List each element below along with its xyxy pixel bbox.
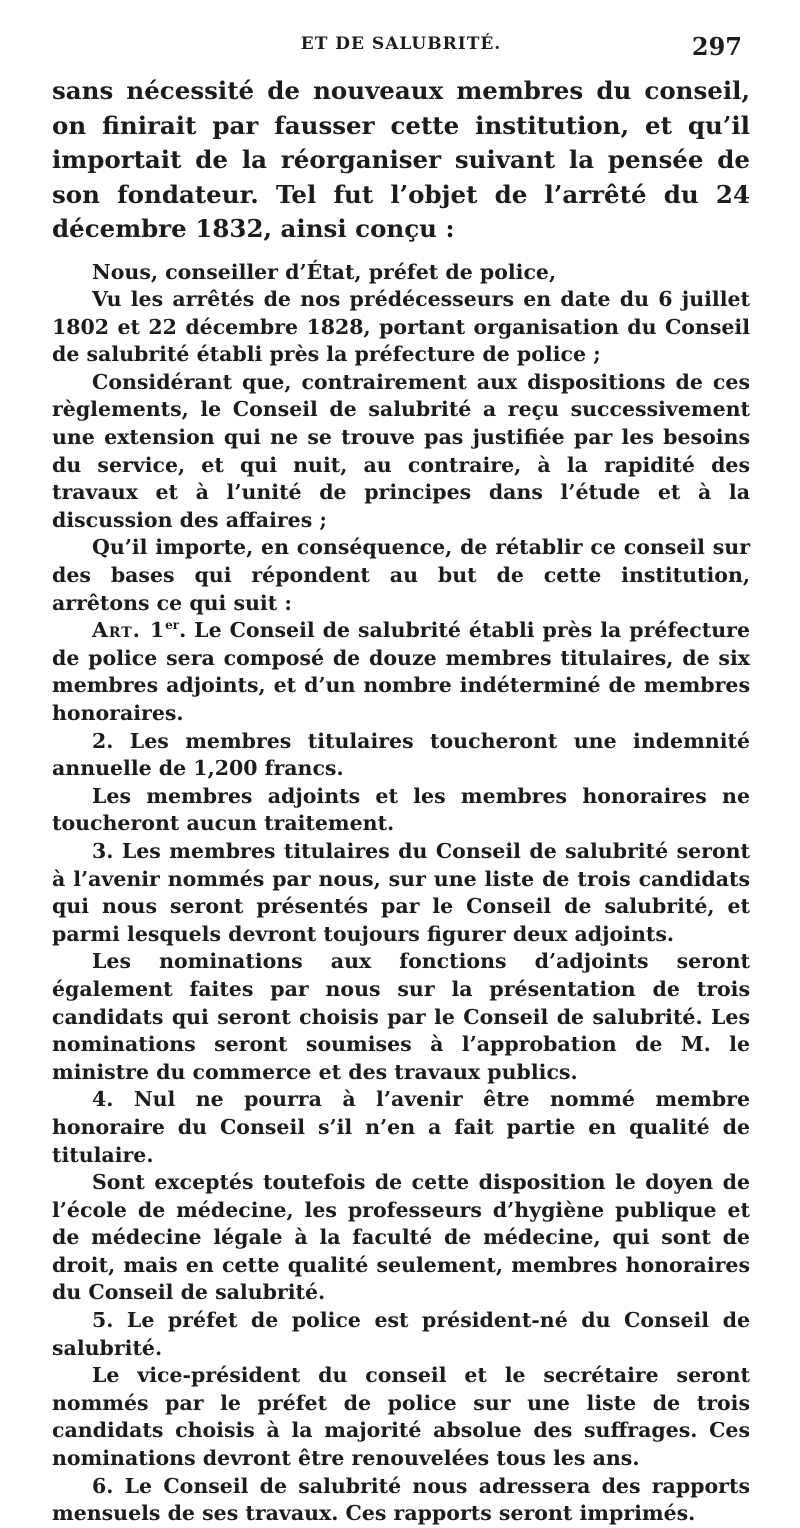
article-3-continuation: Les nominations aux fonctions d’adjoints seront également faites par nous sur la présentation de trois candidats qui seront choisis par le Conseil de salubrité. Les nominations seront soumises à l’approbation de M. le ministre du commerce et des travaux publics. [52,949,750,1084]
article-4-continuation: Sont exceptés toutefois de cette disposition le doyen de l’école de médecine, les professeurs d’hygiène publique et de médecine légale à la faculté de médecine, qui sont de droit, mais en cette qualité seulement, membres honoraires du Conseil de salubrité. [52,1170,750,1305]
article-2: 2. Les membres titulaires toucheront une indemnité annuelle de 1,200 francs. [52,728,750,781]
page-header [52,32,750,74]
running-title: ET DE SALUBRITÉ. [300,34,502,54]
intro-section [52,74,750,247]
article-6: 6. Le Conseil de salubrité nous adressera des rapports mensuels de ses travaux. Ces rapports seront imprimés. [52,1473,750,1526]
decree-preamble-authority: Nous, conseiller d’État, préfet de police, [92,259,557,284]
article-1 [52,617,750,727]
article-1-text: . Le Conseil de salubrité établi près la préfecture de police sera composé de douze membres titulaires, de six membres adjoints, et d’un nombre indéterminé de membres honoraires. [52,618,751,725]
article-1-superscript: er [165,618,180,633]
decree-preamble-considerant: Considérant que, contrairement aux dispositions de ces règlements, le Conseil de salubrité a reçu successivement une extension qui ne se trouve pas justifiée par les besoins du service, et qui nuit, au contraire, à la rapidité des travaux et à l’unité de principes dans l’étude et à la discussion des affaires ; [52,369,750,532]
article-5: 5. Le préfet de police est président-né du Conseil de salubrité. [52,1308,750,1360]
article-2-continuation: Les membres adjoints et les membres honoraires ne toucheront aucun traitement. [52,783,750,836]
intro-paragraph: sans nécessité de nouveaux membres du conseil, on finirait par fausser cette institution, et qu’il importait de la réorganiser suivant la pensée de son fondateur. Tel fut l’objet de l’arrêté du 24 décembre 1832, ainsi conçu : [52,76,750,243]
article-5-continuation: Le vice-président du conseil et le secrétaire seront nommés par le préfet de police sur une liste de trois candidats choisis à la majorité absolue des suffrages. Ces nominations devront être renouvelées tous les ans. [52,1363,750,1471]
article-3: 3. Les membres titulaires du Conseil de salubrité seront à l’avenir nommés par nous, sur une liste de trois candidats qui nous seront présentés par le Conseil de salubrité, et parmi lesquels devront toujours figurer deux adjoints. [52,838,750,946]
decree-preamble-vu: Vu les arrêtés de nos prédécesseurs en date du 6 juillet 1802 et 22 décembre 1828, portant organisation du Conseil de salubrité établi près la préfecture de police ; [52,287,750,367]
article-1-label: Art. 1 [92,618,166,643]
decree-preamble-importe: Qu’il importe, en conséquence, de rétablir ce conseil sur des bases qui répondent au but de cette institution, arrêtons ce qui suit : [52,535,750,615]
page-number: 297 [691,32,742,61]
decree-text [52,259,750,1528]
article-4: 4. Nul ne pourra à l’avenir être nommé membre honoraire du Conseil s’il n’en a fait partie en qualité de titulaire. [52,1087,750,1167]
